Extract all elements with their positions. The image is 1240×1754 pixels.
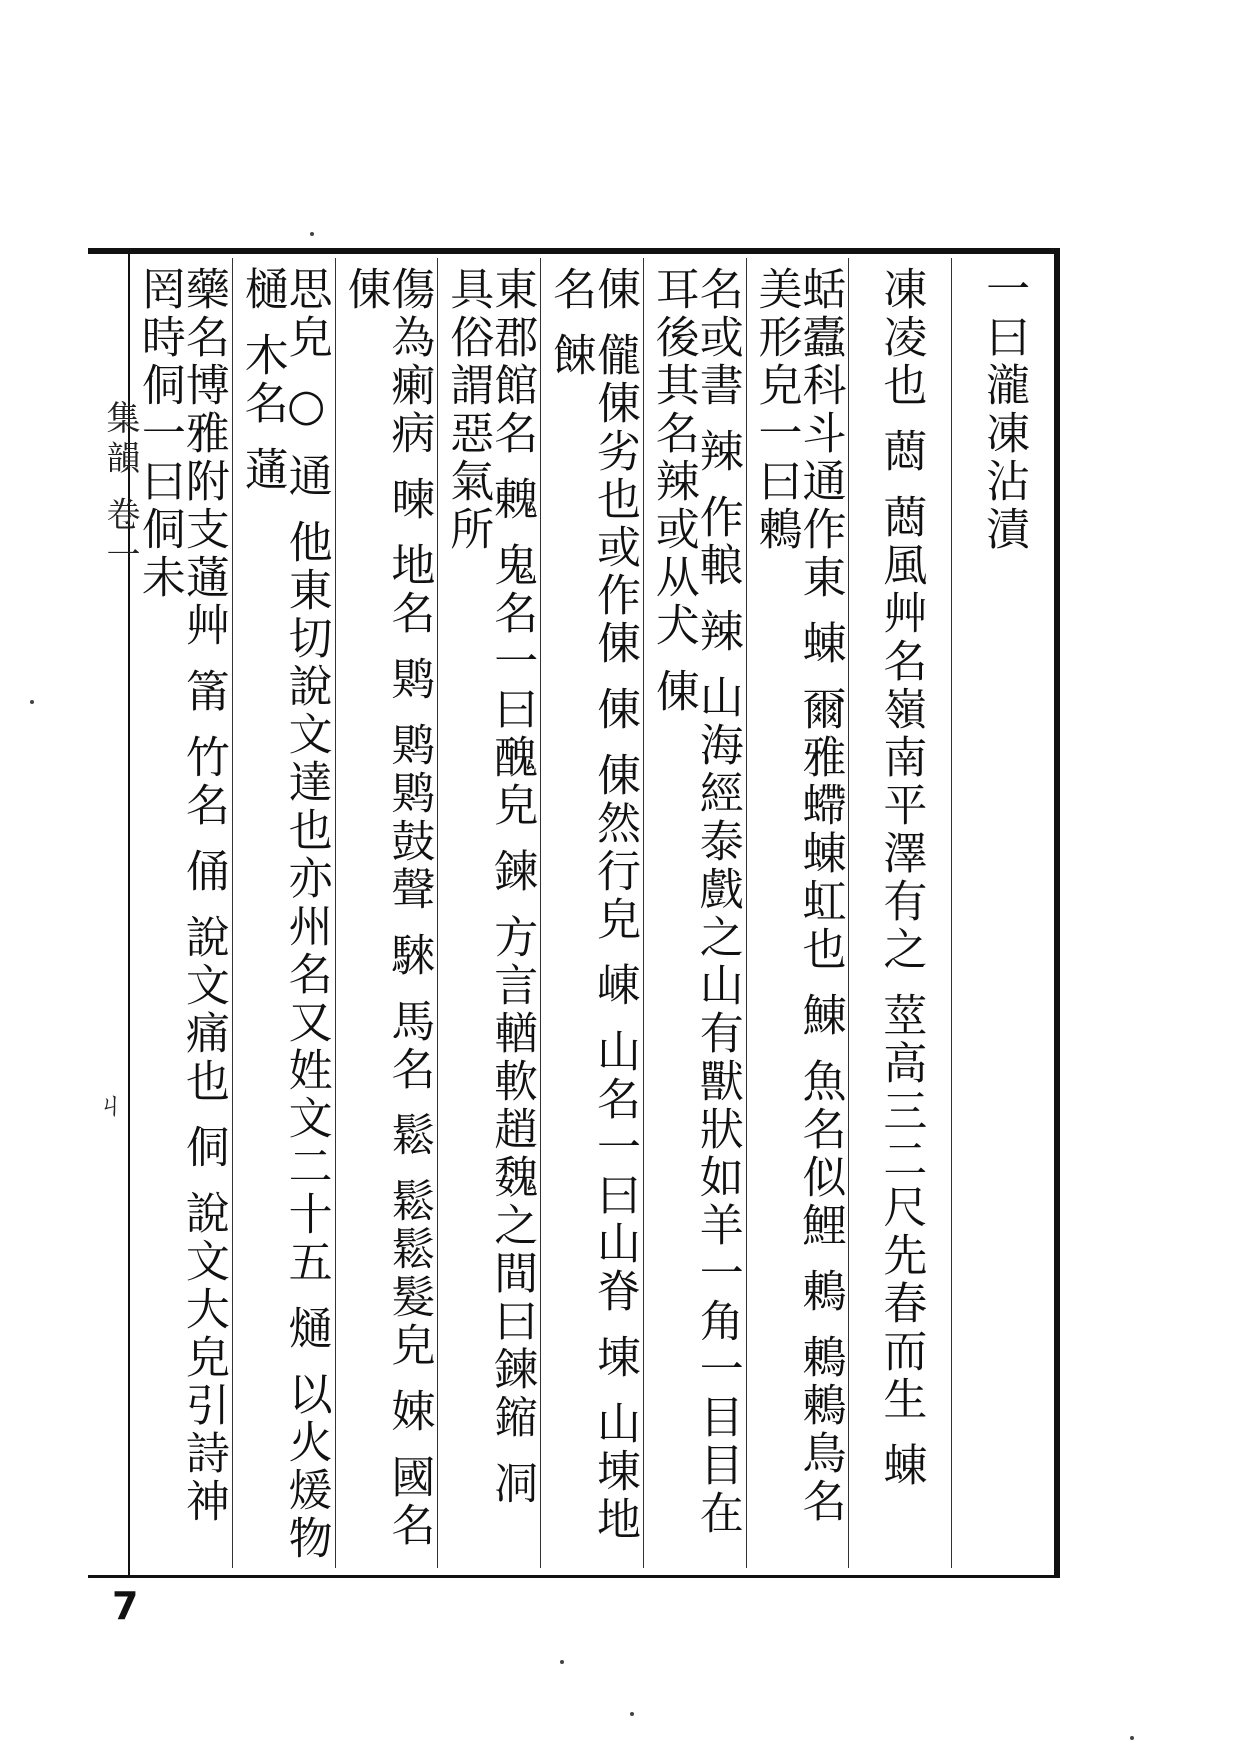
column-text: 傷為瘌病 暕 地名 䴗 䴗䴗鼓聲 騋 馬名 鬆 鬆鬆髮皃 娕 國名 倲 (339, 266, 435, 1550)
text-column (130, 258, 232, 1568)
text-column (643, 258, 746, 1568)
page-number: 7 (112, 1584, 139, 1628)
scan-speck (630, 1712, 634, 1716)
text-column (437, 258, 540, 1568)
scan-speck (310, 232, 314, 236)
scan-speck (560, 1660, 564, 1664)
text-column (746, 258, 849, 1568)
column-text: 凍凌也 蕄 蕄風艸名嶺南平澤有之 莖高三二尺先春而生 蝀 (875, 266, 927, 1490)
text-column (951, 258, 1054, 1568)
text-column (232, 258, 335, 1568)
column-text: 名或書 辣 作䡙 辣 山海經泰戲之山有獸狀如羊一角一目目在耳後其名辣或从犬 倲 (647, 266, 743, 1538)
column-text: 思皃 ○ 通 他東切說文達也亦州名又姓文二十五 熥 以火煖物 樋 木名 蓪 (236, 266, 332, 1563)
column-text: 一曰瀧凍沾漬 (978, 266, 1030, 554)
column-text: 東郡館名 䰤 鬼名一曰醜皃 鍊 方言輶軟趙魏之間曰鍊鏥 㓊 具俗謂惡氣所 (442, 266, 538, 1508)
text-columns (130, 258, 1054, 1568)
margin-mark: ㄐ (96, 1088, 126, 1123)
text-column (335, 258, 438, 1568)
column-text: 蛞蠹科斗通作東 蝀 爾雅螮蝀虹也 鯟 魚名似鯉 鶇 鶇鶫鳥名美形皃一曰鶫 (750, 266, 846, 1526)
text-column (540, 258, 643, 1568)
margin-title: 集韻 卷一 (100, 400, 140, 577)
text-column (848, 258, 951, 1568)
column-text: 藥名博雅附支蓪艸 筩 竹名 俑 說文痛也 侗 說文大皃引詩神罔時侗一曰侗未 (133, 266, 229, 1526)
scan-speck (30, 700, 34, 704)
column-text: 倲 儱倲劣也或作倲 倲 倲然行皃 崠 山名一曰山脊 埬 山埬地名 餗 (544, 266, 640, 1544)
scan-speck (1130, 1736, 1134, 1740)
